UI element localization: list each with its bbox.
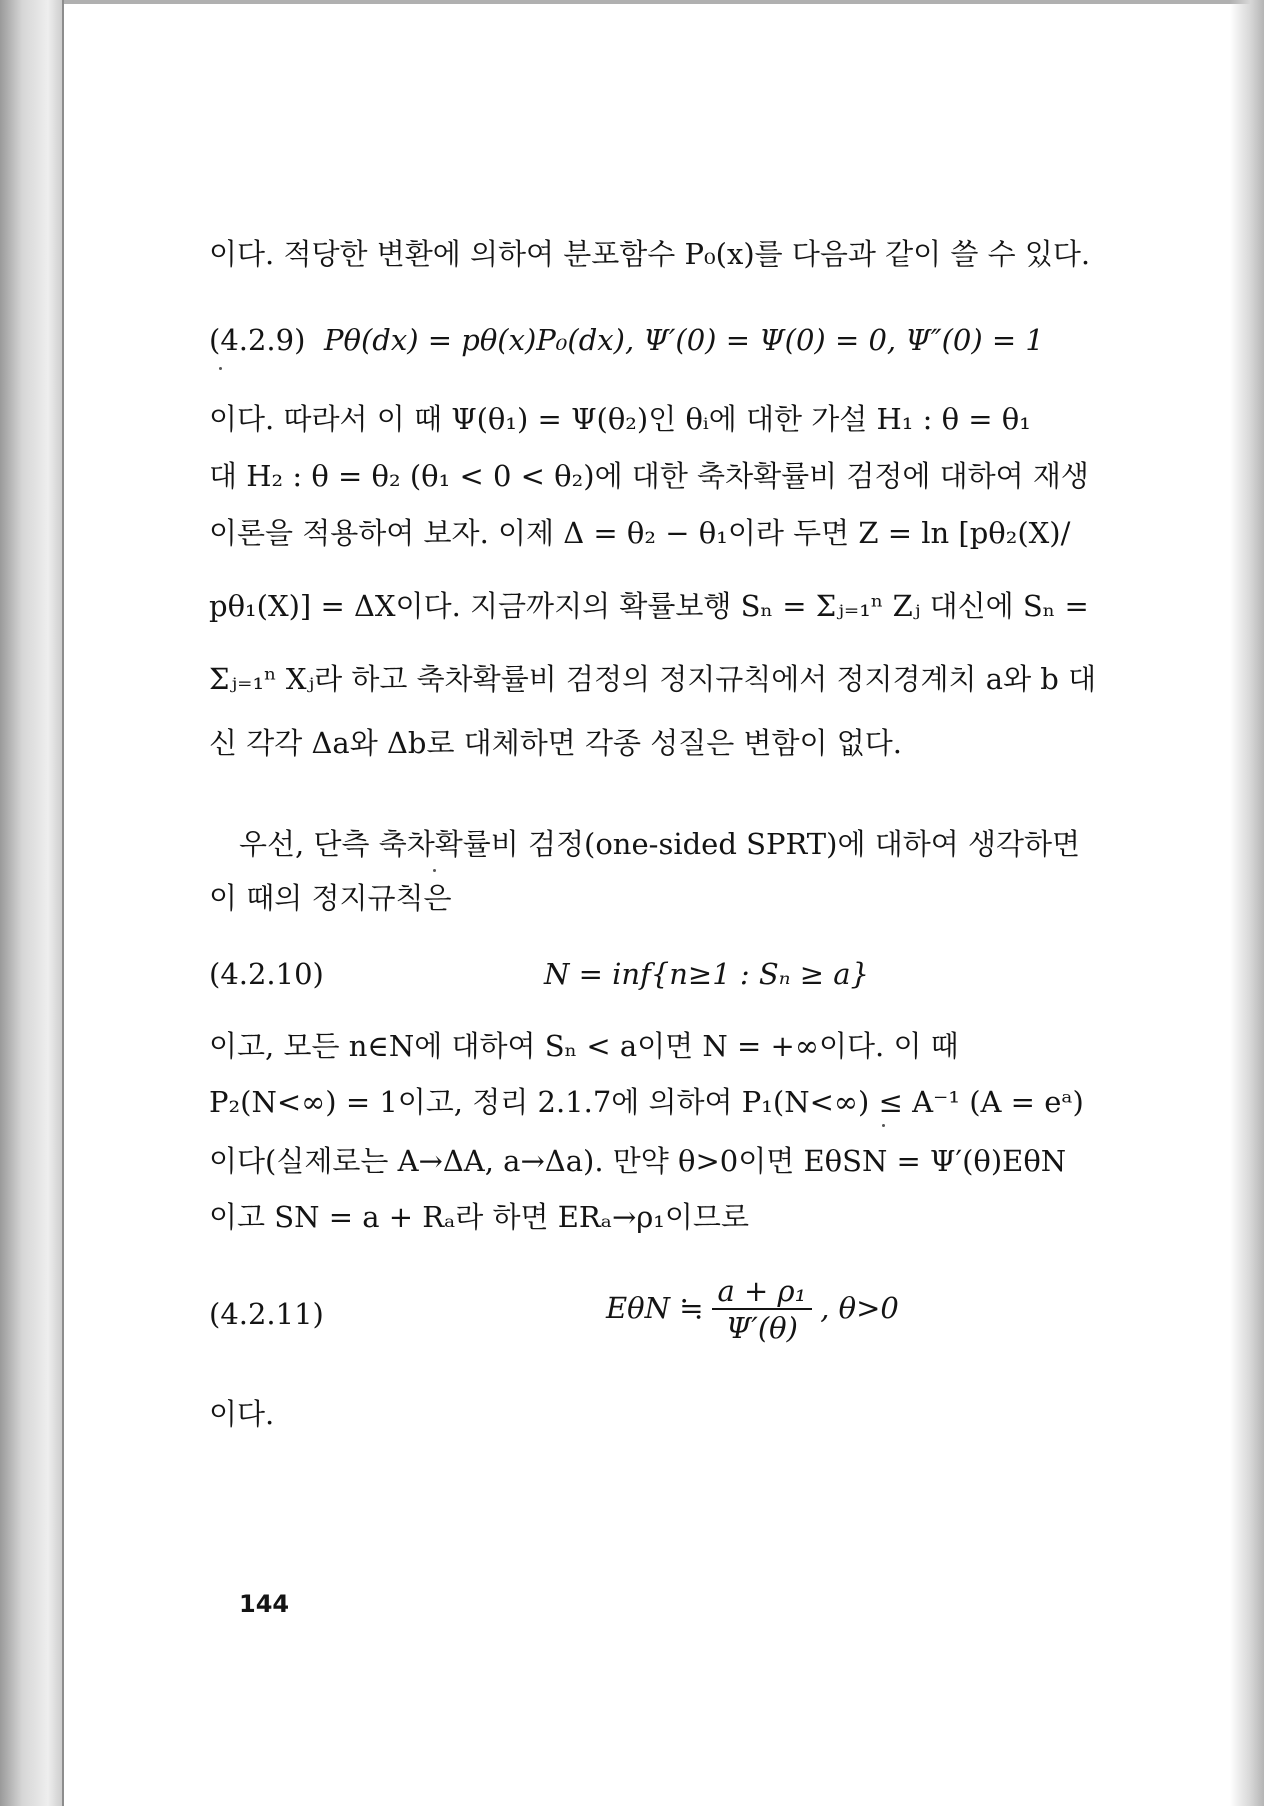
- speck: [882, 1124, 885, 1127]
- text-line: 이다. 따라서 이 때 Ψ(θ₁) = Ψ(θ₂)인 θᵢ에 대한 가설 H₁ : θ = θ₁: [209, 402, 1031, 436]
- text-line: 이다(실제로는 A→ΔA, a→Δa). 만약 θ>0이면 EθSN = Ψ′(θ)EθN: [209, 1144, 1067, 1178]
- text-line: 이론을 적용하여 보자. 이제 Δ = θ₂ − θ₁이라 두면 Z = ln [pθ₂(X)/: [209, 516, 1071, 550]
- text-line: 이고 SN = a + Rₐ라 하면 ERₐ→ρ₁이므로: [209, 1200, 749, 1234]
- book-page: [64, 4, 1230, 1802]
- speck: [433, 869, 436, 872]
- text-line: 이 때의 정지규칙은: [209, 881, 452, 915]
- fraction: [712, 1274, 813, 1346]
- text-line: 대 H₂ : θ = θ₂ (θ₁ < 0 < θ₂)에 대한 축차확률비 검정에 대하여 재생: [209, 459, 1089, 493]
- equation-body: N = inf{n≥1 : Sₙ ≥ a}: [544, 957, 869, 991]
- spine-shadow: [1230, 0, 1264, 1806]
- equation-label: (4.2.9): [209, 323, 306, 357]
- text-line: 신 각각 Δa와 Δb로 대체하면 각종 성질은 변함이 없다.: [209, 726, 902, 760]
- text-line: 이고, 모든 n∈N에 대하여 Sₙ < a이면 N = +∞이다. 이 때: [209, 1029, 959, 1063]
- book-page-edges: [0, 0, 64, 1806]
- page-number: 144: [239, 1590, 290, 1618]
- equation-rhs: , θ>0: [820, 1291, 899, 1325]
- text-line: 이다.: [209, 1397, 275, 1431]
- text-line: 우선, 단측 축차확률비 검정(one-sided SPRT)에 대하여 생각하면: [239, 827, 1081, 861]
- fraction-denominator: Ψ′(θ): [725, 1311, 798, 1345]
- equation-body: Pθ(dx) = pθ(x)P₀(dx), Ψ′(0) = Ψ(0) = 0, Ψ″(0) = 1: [324, 323, 1044, 357]
- fraction-numerator: a + ρ₁: [712, 1274, 813, 1310]
- equation-label: (4.2.10): [209, 957, 324, 991]
- equation-4-2-11: [209, 1274, 1189, 1354]
- text-line: P₂(N<∞) = 1이고, 정리 2.1.7에 의하여 P₁(N<∞) ≤ A⁻¹ (A = eᵃ): [209, 1085, 1084, 1119]
- equation-label: (4.2.11): [209, 1297, 324, 1331]
- text-line: pθ₁(X)] = ΔX이다. 지금까지의 확률보행 Sₙ = Σⱼ₌₁ⁿ Zⱼ 대신에 Sₙ =: [209, 589, 1089, 623]
- speck: [219, 367, 222, 370]
- equation-lhs: EθN ≒: [606, 1291, 704, 1325]
- text-line: Σⱼ₌₁ⁿ Xⱼ라 하고 축차확률비 검정의 정지규칙에서 정지경계치 a와 b 대: [209, 662, 1097, 696]
- text-line: 이다. 적당한 변환에 의하여 분포함수 P₀(x)를 다음과 같이 쓸 수 있다.: [209, 237, 1091, 271]
- equation-body: [606, 1274, 899, 1346]
